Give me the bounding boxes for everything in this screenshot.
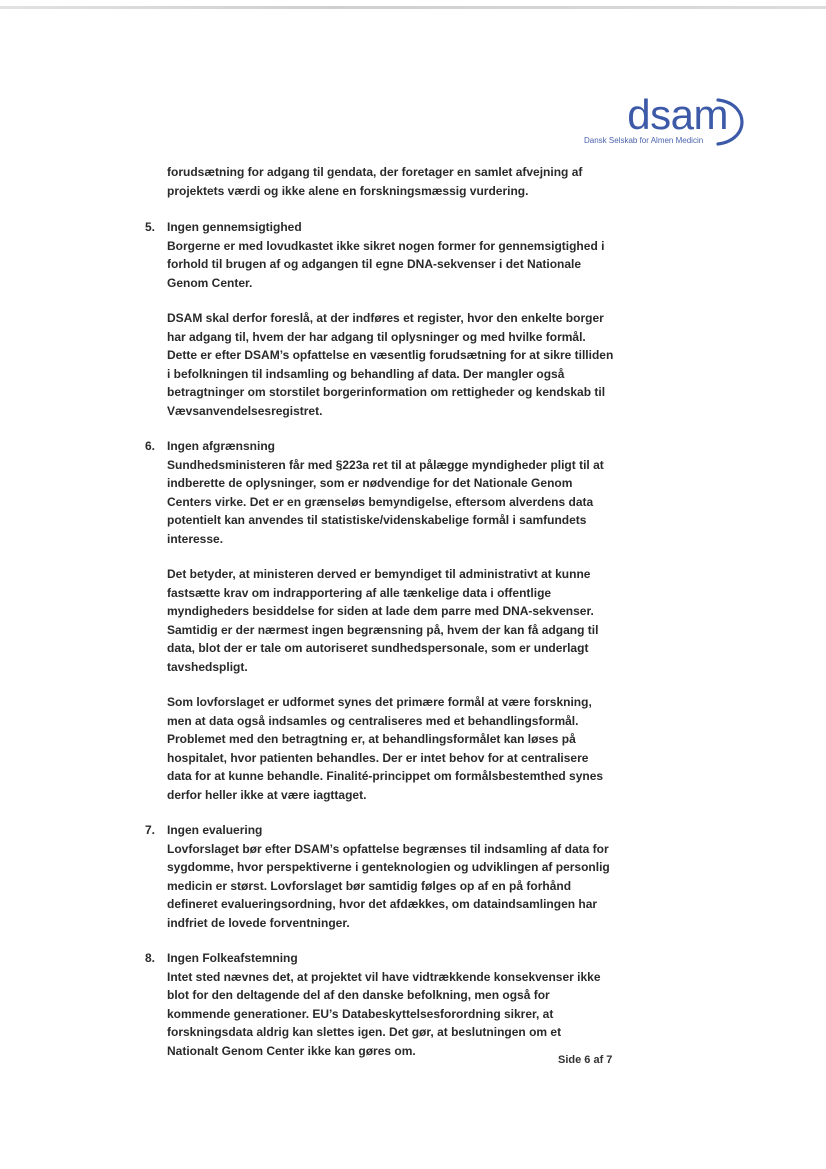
section-heading: Ingen gennemsigtighed [167,220,302,234]
section-heading: Ingen evaluering [167,823,263,837]
section-6 [145,437,615,804]
section-number: 8. [145,951,156,965]
section-number: 5. [145,220,156,234]
section-number: 7. [145,823,156,837]
dsam-logo [578,92,748,156]
section-8 [145,949,615,1060]
section-paragraph: Sundhedsministeren får med §223a ret til at pålægge myndigheder pligt til at indberette de oplysninger, som er nødvendige for det Nationale Genom Centers virke. Det er en grænseløs bemyndigelse, eftersom alverdens data potentielt kan anvendes til statistiske/videnskabelige formål i samfundets interesse. [167,457,604,546]
section-paragraph: Det betyder, at ministeren derved er bemyndiget til administrativt at kunne fastsætte krav om indrapportering af alle tænkelige data i offentlige myndigheders besiddelse for siden at lade dem parre med DNA-sekvenser. Samtidig er der nærmest ingen begrænsning på, hvem der kan få adgang til data, blot der er tale om autoriseret sundhedspersonale, som er underlagt tavshedspligt. [167,567,599,674]
section-paragraph: Som lovforslaget er udformet synes det primære formål at være forskning, men at data også indsamles og centraliseres med et behandlingsformål. Problemet med den betragtning er, at behandlingsformålet kan løses på hospitalet, hvor patienten behandles. Der er intet behov for at centralisere data for at kunne behandle. Finalité-princippet om formålsbestemthed synes derfor heller ikke at være iagttaget. [167,695,604,802]
logo-wordmark: dsam [627,91,728,138]
logo-tagline: Dansk Selskab for Almen Medicin [584,136,704,145]
section-paragraph: Intet sted nævnes det, at projektet vil have vidtrækkende konsekvenser ikke blot for den deltagende del af den danske befolkning, men også for kommende generationer. EU’s Databeskyttelsesforordning sikrer, at forskningsdata aldrig kan slettes igen. Det gør, at beslutningen om et Nationalt Genom Center ikke kan gøres om. [167,969,601,1058]
section-number: 6. [145,439,156,453]
document-body [145,163,615,1060]
section-heading: Ingen Folkeafstemning [167,951,298,965]
scan-edge [0,6,826,9]
section-heading: Ingen afgrænsning [167,439,275,453]
intro-paragraph: forudsætning for adgang til gendata, der foretager en samlet afvejning af projektets værdi og ikke alene en forskningsmæssig vurdering. [167,165,583,198]
logo-arc-icon [712,96,746,148]
section-paragraph: DSAM skal derfor foreslå, at der indføres et register, hvor den enkelte borger har adgang til, hvem der har adgang til oplysninger og med hvilke formål. Dette er efter DSAM’s opfattelse en væsentlig forudsætning for at sikre tilliden i befolkningen til indsamling og behandling af data. Der mangler også betragtninger om storstilet borgerinformation om rettigheder og kendskab til Vævsanvendelsesregistret. [167,311,614,418]
page-number: Side 6 af 7 [558,1054,613,1066]
section-7 [145,821,615,932]
section-paragraph: Lovforslaget bør efter DSAM’s opfattelse begrænses til indsamling af data for sygdomme, hvor perspektiverne i genteknologien og udviklingen af personlig medicin er størst. Lovforslaget bør samtidig følges op af en på forhånd defineret evalueringsordning, hvor det afdækkes, om dataindsamlingen har indfriet de lovede forventninger. [167,841,610,930]
section-5 [145,218,615,420]
section-paragraph: Borgerne er med lovudkastet ikke sikret nogen former for gennemsigtighed i forhold til brugen af og adgangen til egne DNA-sekvenser i det Nationale Genom Center. [167,238,605,290]
